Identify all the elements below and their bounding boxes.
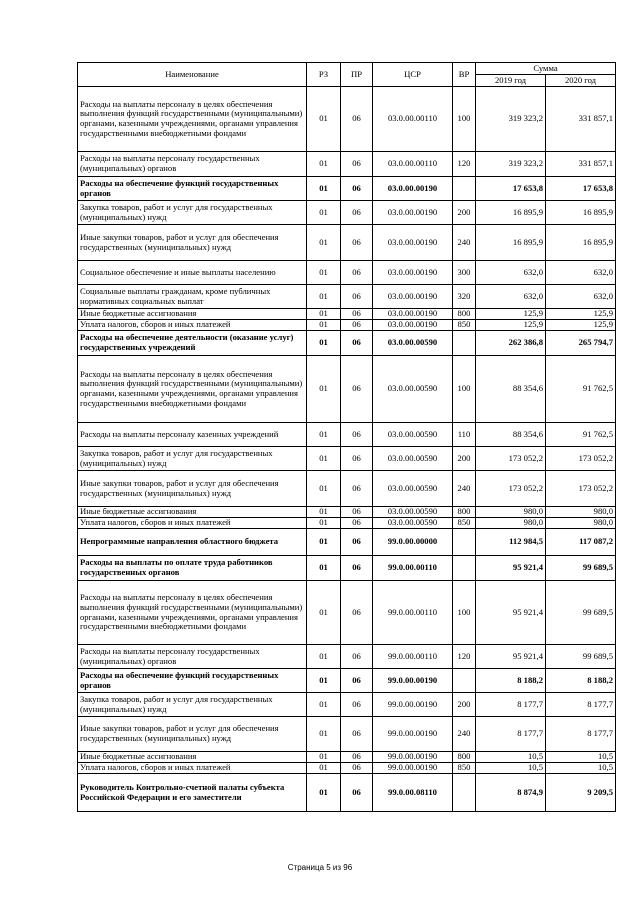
cell-sum-2020: 117 087,2 — [546, 529, 616, 556]
cell-sum-2019: 88 354,6 — [476, 423, 546, 447]
cell-vr — [453, 529, 476, 556]
cell-pr: 06 — [341, 529, 373, 556]
cell-sum-2020: 91 762,5 — [546, 356, 616, 423]
cell-csr: 03.0.00.00590 — [373, 423, 453, 447]
cell-vr: 240 — [453, 471, 476, 507]
table-row — [78, 225, 616, 261]
page-number: Страница 5 из 96 — [287, 863, 353, 872]
cell-csr: 03.0.00.00590 — [373, 356, 453, 423]
cell-name: Расходы на выплаты по оплате труда работников государственных органов — [78, 556, 307, 581]
cell-sum-2019: 17 653,8 — [476, 177, 546, 201]
cell-csr: 03.0.00.00190 — [373, 309, 453, 320]
cell-vr: 120 — [453, 152, 476, 177]
cell-name: Иные бюджетные ассигнования — [78, 309, 307, 320]
cell-sum-2020: 980,0 — [546, 518, 616, 529]
table-row — [78, 581, 616, 645]
table-row — [78, 152, 616, 177]
cell-sum-2020: 125,9 — [546, 320, 616, 331]
header-name: Наименование — [78, 63, 307, 87]
cell-sum-2020: 10,5 — [546, 763, 616, 774]
header-pr: ПР — [341, 63, 373, 87]
cell-pr: 06 — [341, 774, 373, 812]
cell-rz: 01 — [307, 693, 341, 717]
cell-sum-2019: 125,9 — [476, 309, 546, 320]
cell-sum-2020: 8 177,7 — [546, 717, 616, 752]
cell-sum-2019: 10,5 — [476, 752, 546, 763]
cell-pr: 06 — [341, 581, 373, 645]
cell-name: Уплата налогов, сборов и иных платежей — [78, 763, 307, 774]
cell-sum-2020: 173 052,2 — [546, 447, 616, 471]
cell-sum-2020: 16 895,9 — [546, 201, 616, 225]
cell-sum-2020: 99 689,5 — [546, 556, 616, 581]
table-row — [78, 471, 616, 507]
table-row — [78, 507, 616, 518]
cell-sum-2019: 319 323,2 — [476, 152, 546, 177]
cell-pr: 06 — [341, 471, 373, 507]
table-row — [78, 717, 616, 752]
table-row — [78, 763, 616, 774]
cell-pr: 06 — [341, 356, 373, 423]
cell-name: Иные закупки товаров, работ и услуг для обеспечения государственных (муниципальных) нужд — [78, 717, 307, 752]
table-row — [78, 447, 616, 471]
cell-name: Расходы на выплаты персоналу в целях обеспечения выполнения функций государственными (муниципальными) органами, казенными учреждениями, органами управления государственными внебюджетными фондами — [78, 87, 307, 152]
cell-csr: 03.0.00.00110 — [373, 87, 453, 152]
cell-name: Расходы на обеспечение функций государственных органов — [78, 177, 307, 201]
table-row — [78, 693, 616, 717]
cell-sum-2019: 8 188,2 — [476, 669, 546, 693]
cell-rz: 01 — [307, 752, 341, 763]
cell-rz: 01 — [307, 507, 341, 518]
cell-sum-2019: 95 921,4 — [476, 645, 546, 669]
cell-pr: 06 — [341, 669, 373, 693]
cell-sum-2019: 319 323,2 — [476, 87, 546, 152]
cell-name: Иные бюджетные ассигнования — [78, 752, 307, 763]
cell-sum-2020: 91 762,5 — [546, 423, 616, 447]
cell-csr: 03.0.00.00110 — [373, 152, 453, 177]
cell-csr: 99.0.00.00110 — [373, 556, 453, 581]
cell-rz: 01 — [307, 774, 341, 812]
cell-csr: 99.0.00.08110 — [373, 774, 453, 812]
cell-csr: 03.0.00.00190 — [373, 177, 453, 201]
cell-rz: 01 — [307, 356, 341, 423]
cell-sum-2020: 8 188,2 — [546, 669, 616, 693]
cell-name: Расходы на выплаты персоналу в целях обеспечения выполнения функций государственными (муниципальными) органами, казенными учреждениями, органами управления государственными внебюджетными фондами — [78, 356, 307, 423]
cell-rz: 01 — [307, 717, 341, 752]
table-row — [78, 669, 616, 693]
cell-sum-2019: 632,0 — [476, 261, 546, 285]
cell-sum-2019: 95 921,4 — [476, 581, 546, 645]
cell-name: Расходы на выплаты персоналу в целях обеспечения выполнения функций государственными (муниципальными) органами, казенными учреждениями, органами управления государственными внебюджетными фондами — [78, 581, 307, 645]
cell-sum-2019: 8 874,9 — [476, 774, 546, 812]
cell-name: Расходы на выплаты персоналу государственных (муниципальных) органов — [78, 645, 307, 669]
cell-sum-2019: 16 895,9 — [476, 201, 546, 225]
table-row — [78, 518, 616, 529]
cell-pr: 06 — [341, 507, 373, 518]
cell-csr: 99.0.00.00000 — [373, 529, 453, 556]
header-2019: 2019 год — [476, 75, 546, 87]
header-vr: ВР — [453, 63, 476, 87]
cell-name: Иные закупки товаров, работ и услуг для обеспечения государственных (муниципальных) нужд — [78, 225, 307, 261]
cell-rz: 01 — [307, 447, 341, 471]
cell-vr: 200 — [453, 693, 476, 717]
table-row — [78, 285, 616, 309]
header-csr: ЦСР — [373, 63, 453, 87]
header-2020: 2020 год — [546, 75, 616, 87]
cell-vr: 200 — [453, 201, 476, 225]
cell-pr: 06 — [341, 331, 373, 356]
cell-pr: 06 — [341, 717, 373, 752]
table-row — [78, 261, 616, 285]
cell-pr: 06 — [341, 201, 373, 225]
cell-sum-2019: 173 052,2 — [476, 447, 546, 471]
cell-sum-2020: 8 177,7 — [546, 693, 616, 717]
table-row — [78, 529, 616, 556]
cell-vr: 240 — [453, 225, 476, 261]
cell-csr: 99.0.00.00190 — [373, 693, 453, 717]
table-row — [78, 201, 616, 225]
budget-table — [77, 62, 616, 812]
cell-sum-2019: 10,5 — [476, 763, 546, 774]
cell-vr: 800 — [453, 309, 476, 320]
cell-pr: 06 — [341, 645, 373, 669]
cell-sum-2020: 265 794,7 — [546, 331, 616, 356]
cell-vr: 300 — [453, 261, 476, 285]
cell-vr — [453, 177, 476, 201]
cell-pr: 06 — [341, 87, 373, 152]
cell-sum-2020: 331 857,1 — [546, 87, 616, 152]
cell-sum-2020: 99 689,5 — [546, 645, 616, 669]
cell-csr: 99.0.00.00110 — [373, 581, 453, 645]
cell-name: Непрограммные направления областного бюджета — [78, 529, 307, 556]
table-row — [78, 331, 616, 356]
cell-rz: 01 — [307, 556, 341, 581]
cell-sum-2019: 632,0 — [476, 285, 546, 309]
cell-csr: 03.0.00.00190 — [373, 285, 453, 309]
cell-name: Уплата налогов, сборов и иных платежей — [78, 518, 307, 529]
cell-pr: 06 — [341, 556, 373, 581]
cell-vr: 100 — [453, 87, 476, 152]
table-row — [78, 309, 616, 320]
cell-vr: 110 — [453, 423, 476, 447]
cell-sum-2020: 980,0 — [546, 507, 616, 518]
cell-rz: 01 — [307, 669, 341, 693]
cell-sum-2019: 16 895,9 — [476, 225, 546, 261]
cell-csr: 03.0.00.00190 — [373, 225, 453, 261]
cell-rz: 01 — [307, 423, 341, 447]
cell-pr: 06 — [341, 423, 373, 447]
cell-sum-2020: 16 895,9 — [546, 225, 616, 261]
cell-sum-2019: 8 177,7 — [476, 717, 546, 752]
cell-sum-2020: 99 689,5 — [546, 581, 616, 645]
table-row — [78, 774, 616, 812]
cell-sum-2019: 8 177,7 — [476, 693, 546, 717]
cell-rz: 01 — [307, 471, 341, 507]
cell-sum-2020: 125,9 — [546, 309, 616, 320]
cell-name: Руководитель Контрольно-счетной палаты субъекта Российской Федерации и его заместители — [78, 774, 307, 812]
cell-vr: 850 — [453, 320, 476, 331]
cell-csr: 99.0.00.00110 — [373, 645, 453, 669]
cell-sum-2019: 980,0 — [476, 518, 546, 529]
cell-name: Социальные выплаты гражданам, кроме публичных нормативных социальных выплат — [78, 285, 307, 309]
cell-pr: 06 — [341, 261, 373, 285]
cell-vr: 240 — [453, 717, 476, 752]
cell-sum-2019: 88 354,6 — [476, 356, 546, 423]
cell-vr: 850 — [453, 518, 476, 529]
cell-csr: 03.0.00.00590 — [373, 447, 453, 471]
cell-sum-2019: 112 984,5 — [476, 529, 546, 556]
cell-name: Расходы на выплаты персоналу казенных учреждений — [78, 423, 307, 447]
cell-rz: 01 — [307, 177, 341, 201]
table-row — [78, 645, 616, 669]
cell-csr: 03.0.00.00590 — [373, 507, 453, 518]
cell-sum-2020: 632,0 — [546, 261, 616, 285]
cell-sum-2020: 331 857,1 — [546, 152, 616, 177]
cell-name: Расходы на обеспечение функций государственных органов — [78, 669, 307, 693]
cell-name: Закупка товаров, работ и услуг для государственных (муниципальных) нужд — [78, 693, 307, 717]
cell-pr: 06 — [341, 177, 373, 201]
cell-sum-2019: 95 921,4 — [476, 556, 546, 581]
cell-rz: 01 — [307, 261, 341, 285]
cell-pr: 06 — [341, 693, 373, 717]
cell-pr: 06 — [341, 518, 373, 529]
cell-vr: 320 — [453, 285, 476, 309]
cell-vr — [453, 556, 476, 581]
cell-csr: 99.0.00.00190 — [373, 752, 453, 763]
cell-vr — [453, 331, 476, 356]
cell-vr: 800 — [453, 507, 476, 518]
cell-csr: 03.0.00.00190 — [373, 261, 453, 285]
cell-rz: 01 — [307, 529, 341, 556]
cell-name: Закупка товаров, работ и услуг для государственных (муниципальных) нужд — [78, 201, 307, 225]
cell-name: Уплата налогов, сборов и иных платежей — [78, 320, 307, 331]
cell-sum-2020: 17 653,8 — [546, 177, 616, 201]
cell-csr: 03.0.00.00190 — [373, 201, 453, 225]
table-row — [78, 356, 616, 423]
cell-csr: 03.0.00.00190 — [373, 320, 453, 331]
cell-vr: 100 — [453, 356, 476, 423]
cell-name: Закупка товаров, работ и услуг для государственных (муниципальных) нужд — [78, 447, 307, 471]
cell-csr: 03.0.00.00590 — [373, 331, 453, 356]
cell-rz: 01 — [307, 309, 341, 320]
cell-sum-2019: 262 386,8 — [476, 331, 546, 356]
cell-csr: 03.0.00.00590 — [373, 518, 453, 529]
cell-pr: 06 — [341, 152, 373, 177]
cell-rz: 01 — [307, 518, 341, 529]
cell-sum-2020: 10,5 — [546, 752, 616, 763]
table-header — [78, 63, 616, 87]
cell-rz: 01 — [307, 763, 341, 774]
cell-pr: 06 — [341, 763, 373, 774]
cell-sum-2019: 125,9 — [476, 320, 546, 331]
cell-name: Социальное обеспечение и иные выплаты населению — [78, 261, 307, 285]
cell-vr: 100 — [453, 581, 476, 645]
cell-name: Расходы на выплаты персоналу государственных (муниципальных) органов — [78, 152, 307, 177]
cell-rz: 01 — [307, 331, 341, 356]
cell-pr: 06 — [341, 320, 373, 331]
table-row — [78, 87, 616, 152]
cell-rz: 01 — [307, 201, 341, 225]
cell-rz: 01 — [307, 320, 341, 331]
cell-name: Иные бюджетные ассигнования — [78, 507, 307, 518]
cell-vr — [453, 774, 476, 812]
cell-vr: 850 — [453, 763, 476, 774]
cell-pr: 06 — [341, 225, 373, 261]
cell-sum-2019: 980,0 — [476, 507, 546, 518]
cell-name: Иные закупки товаров, работ и услуг для обеспечения государственных (муниципальных) нужд — [78, 471, 307, 507]
cell-rz: 01 — [307, 225, 341, 261]
cell-rz: 01 — [307, 581, 341, 645]
table-row — [78, 177, 616, 201]
cell-sum-2020: 173 052,2 — [546, 471, 616, 507]
cell-csr: 99.0.00.00190 — [373, 669, 453, 693]
cell-pr: 06 — [341, 309, 373, 320]
cell-pr: 06 — [341, 285, 373, 309]
cell-vr — [453, 669, 476, 693]
cell-pr: 06 — [341, 447, 373, 471]
cell-rz: 01 — [307, 285, 341, 309]
cell-name: Расходы на обеспечение деятельности (оказание услуг) государственных учреждений — [78, 331, 307, 356]
cell-vr: 800 — [453, 752, 476, 763]
cell-sum-2020: 9 209,5 — [546, 774, 616, 812]
cell-rz: 01 — [307, 87, 341, 152]
table-row — [78, 320, 616, 331]
cell-sum-2020: 632,0 — [546, 285, 616, 309]
cell-csr: 03.0.00.00590 — [373, 471, 453, 507]
cell-sum-2019: 173 052,2 — [476, 471, 546, 507]
cell-vr: 120 — [453, 645, 476, 669]
cell-pr: 06 — [341, 752, 373, 763]
header-rz: РЗ — [307, 63, 341, 87]
table-body — [78, 87, 616, 812]
cell-rz: 01 — [307, 152, 341, 177]
cell-rz: 01 — [307, 645, 341, 669]
cell-vr: 200 — [453, 447, 476, 471]
cell-csr: 99.0.00.00190 — [373, 763, 453, 774]
table-row — [78, 556, 616, 581]
table-row — [78, 423, 616, 447]
header-sum: Сумма — [476, 63, 616, 75]
table-row — [78, 752, 616, 763]
cell-csr: 99.0.00.00190 — [373, 717, 453, 752]
